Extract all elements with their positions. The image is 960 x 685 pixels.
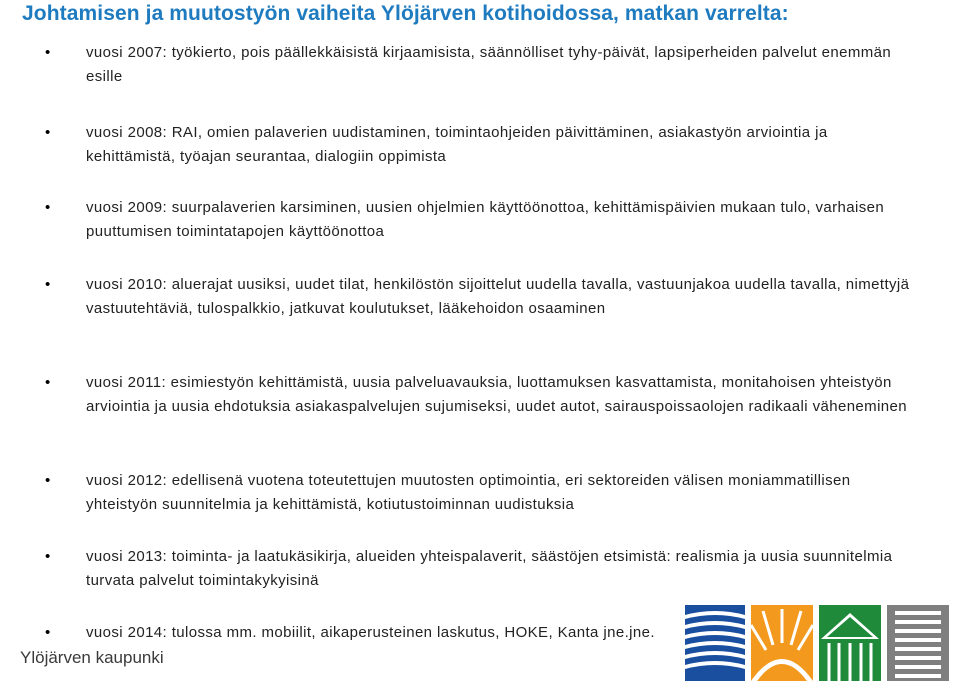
list-item-text: vuosi 2010: aluerajat uusiksi, uudet tilat, henkilöstön sijoittelut uudella tavalla, vastuunjakoa uudella tavalla, nimettyjä vastuutehtäviä, tulospalkkio, jatkuvat koulutukset, lääkehoidon osaaminen xyxy=(86,276,910,317)
building-logo-icon xyxy=(887,605,949,681)
page-title: Johtamisen ja muutostyön vaiheita Ylöjärven kotihoidossa, matkan varrelta: xyxy=(22,2,789,25)
water-logo-icon xyxy=(685,605,745,681)
list-item-text: vuosi 2012: edellisenä vuotena toteutettujen muutosten optimointia, eri sektoreiden välisen moniammatillisen yhteistyön suunnitelmia ja kehittämistä, kotiutustoiminnan uudistuksia xyxy=(86,472,851,513)
bullet-marker: • xyxy=(45,44,51,61)
bullet-marker: • xyxy=(45,548,51,565)
bullet-marker: • xyxy=(45,124,51,141)
bullet-marker: • xyxy=(45,472,51,489)
list-item-text: vuosi 2008: RAI, omien palaverien uudistaminen, toimintaohjeiden päivittäminen, asiakastyön arviointia ja kehittämistä, työajan seurantaa, dialogiin oppimista xyxy=(86,124,828,165)
city-logos xyxy=(683,603,958,683)
forest-logo-icon xyxy=(819,605,881,681)
list-item-text: vuosi 2013: toiminta- ja laatukäsikirja, alueiden yhteispalaverit, säästöjen etsimistä: realismia ja uusia suunnitelmia turvata palvelut toimintakykyisinä xyxy=(86,548,893,589)
bullet-marker: • xyxy=(45,276,51,293)
footer-organization: Ylöjärven kaupunki xyxy=(20,648,164,667)
list-item-text: vuosi 2009: suurpalaverien karsiminen, uusien ohjelmien käyttöönottoa, kehittämispäivien mukaan tulo, varhaisen puuttumisen toimintatapojen käyttöönottoa xyxy=(86,199,885,240)
list-item-text: vuosi 2014: tulossa mm. mobiilit, aikaperusteinen laskutus, HOKE, Kanta jne.jne. xyxy=(86,624,655,641)
bullet-marker: • xyxy=(45,624,51,641)
bullet-marker: • xyxy=(45,374,51,391)
list-item-text: vuosi 2007: työkierto, pois päällekkäisistä kirjaamisista, säännölliset tyhy-päivät, lapsiperheiden palvelut enemmän esille xyxy=(86,44,892,85)
sun-logo-icon xyxy=(751,605,813,681)
list-item-text: vuosi 2011: esimiestyön kehittämistä, uusia palveluavauksia, luottamuksen kasvattamista, monitahoisen yhteistyön arviointia ja uusia ehdotuksia asiakaspalvelujen sujumiseksi, uudet autot, sairauspoissaolojen radikaali väheneminen xyxy=(86,374,908,415)
bullet-marker: • xyxy=(45,199,51,216)
